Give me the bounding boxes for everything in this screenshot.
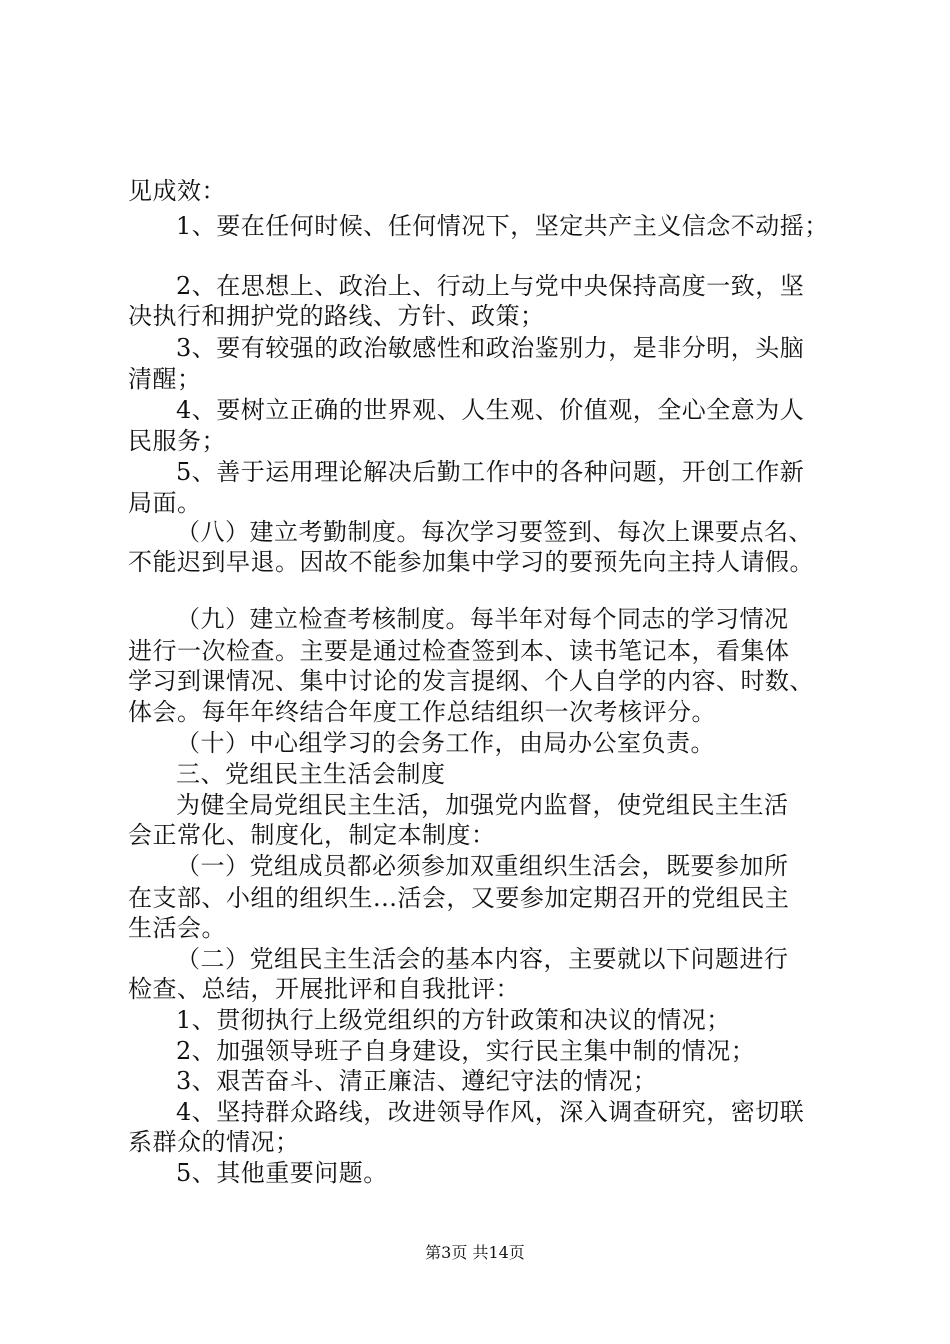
- text-line: 在支部、小组的组织生...活会，又要参加定期召开的党组民主: [128, 884, 790, 912]
- text-line: 2、加强领导班子自身建设，实行民主集中制的情况；: [176, 1037, 756, 1065]
- text-line: 会正常化、制度化，制定本制度：: [128, 821, 496, 849]
- text-line: （二）党组民主生活会的基本内容，主要就以下问题进行: [176, 945, 789, 973]
- text-line: 体会。每年年终结合年度工作总结组织一次考核评分。: [128, 698, 716, 726]
- text-line: 生活会。: [128, 914, 226, 942]
- text-line: 进行一次检查。主要是通过检查签到本、读书笔记本，看集体: [128, 637, 790, 665]
- text-line: 2、在思想上、政治上、行动上与党中央保持高度一致，坚: [176, 272, 805, 300]
- text-line: 局面。: [128, 489, 202, 517]
- text-line: 民服务；: [128, 427, 226, 455]
- text-line: 4、坚持群众路线，改进领导作风，深入调查研究，密切联: [176, 1098, 805, 1126]
- text-line: 3、艰苦奋斗、清正廉洁、遵纪守法的情况；: [176, 1067, 658, 1095]
- section-heading: 三、党组民主生活会制度: [176, 760, 446, 788]
- text-line: 5、善于运用理论解决后勤工作中的各种问题，开创工作新: [176, 458, 805, 486]
- text-line: 清醒；: [128, 365, 202, 393]
- text-line: 1、要在任何时候、任何情况下，坚定共产主义信念不动摇；: [176, 212, 829, 240]
- text-line: （九）建立检查考核制度。每半年对每个同志的学习情况: [176, 605, 789, 633]
- text-line: 学习到课情况、集中讨论的发言提纲、个人自学的内容、时数、: [128, 667, 814, 695]
- text-line: 不能迟到早退。因故不能参加集中学习的要预先向主持人请假。: [128, 548, 814, 576]
- text-line: 1、贯彻执行上级党组织的方针政策和决议的情况；: [176, 1006, 731, 1034]
- text-line: （十）中心组学习的会务工作，由局办公室负责。: [176, 729, 715, 757]
- text-line: 见成效：: [128, 177, 226, 205]
- text-line: （一）党组成员都必须参加双重组织生活会，既要参加所: [176, 852, 789, 880]
- text-line: 系群众的情况；: [128, 1128, 300, 1156]
- text-line: 为健全局党组民主生活，加强党内监督，使党组民主生活: [176, 791, 789, 819]
- page-footer: 第3页 共14页: [425, 1243, 525, 1262]
- text-line: 5、其他重要问题。: [176, 1159, 388, 1187]
- text-line: 3、要有较强的政治敏感性和政治鉴别力，是非分明，头脑: [176, 334, 805, 362]
- text-line: 4、要树立正确的世界观、人生观、价值观，全心全意为人: [176, 396, 805, 424]
- text-line: （八）建立考勤制度。每次学习要签到、每次上课要点名、: [176, 518, 813, 546]
- text-line: 检查、总结，开展批评和自我批评：: [128, 975, 520, 1003]
- text-line: 决执行和拥护党的路线、方针、政策；: [128, 302, 545, 330]
